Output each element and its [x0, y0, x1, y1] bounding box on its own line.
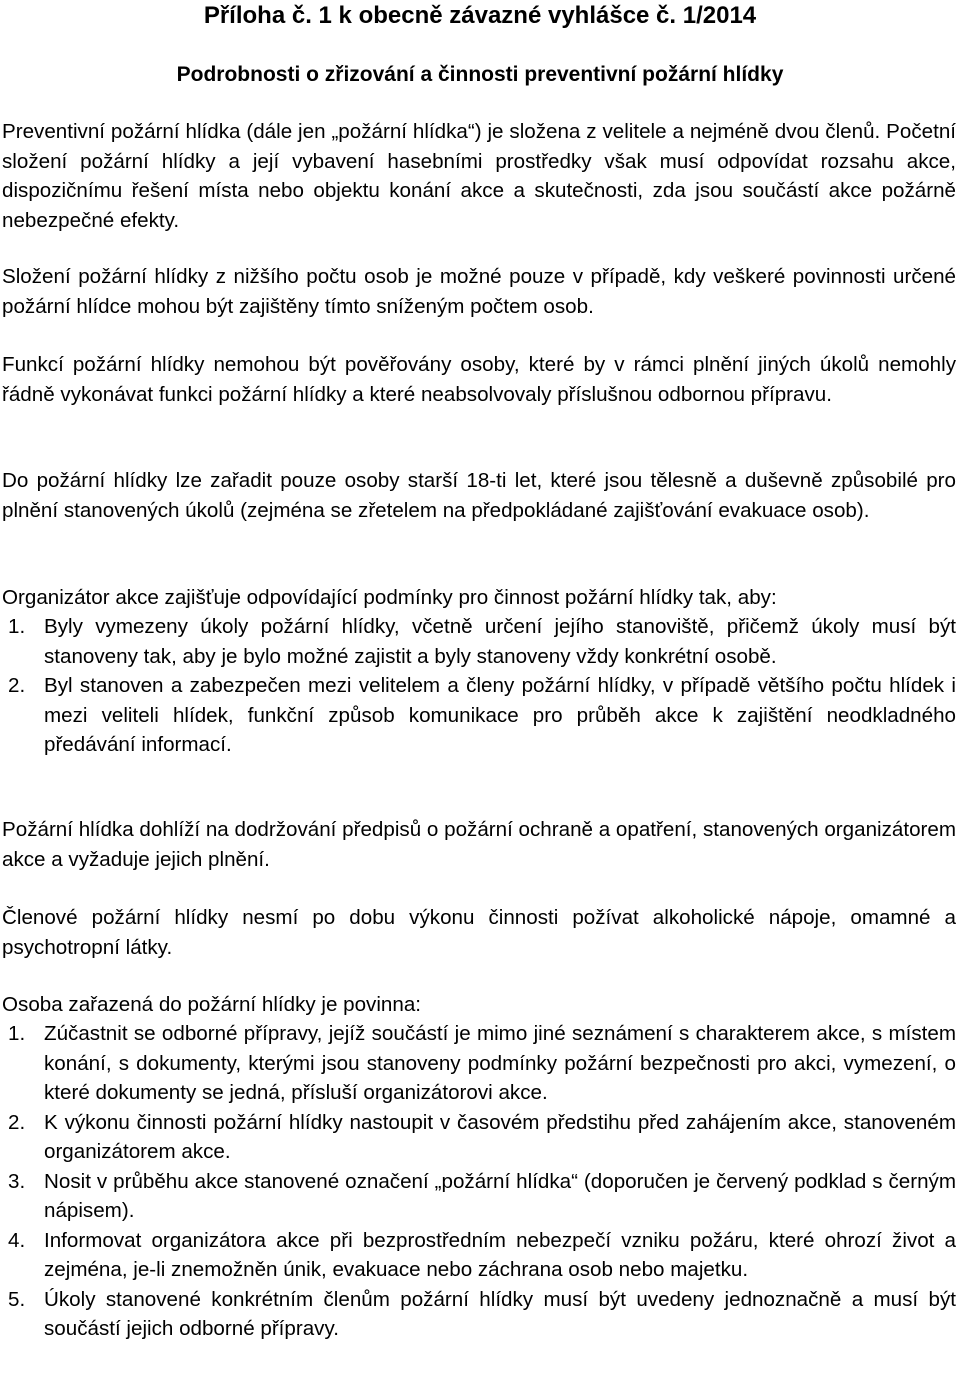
list-item-number: 1.: [8, 1022, 26, 1045]
list-item-number: 1.: [8, 615, 26, 638]
paragraph-composition: Preventivní požární hlídka (dále jen „požární hlídka“) je složena z velitele a nejméně dvou členů. Početní složení požární hlídky a její vybavení hasebními prostředky však musí odpovídat rozsahu akce, dispozičnímu řešení místa nebo objektu konání akce a skutečnosti, zda jsou součástí akce požárně nebezpečné efekty.: [2, 120, 956, 232]
document-title: Příloha č. 1 k obecně závazné vyhlášce č. 1/2014: [203, 2, 757, 29]
list-item-text: K výkonu činnosti požární hlídky nastoupit v časovém předstihu před zahájením akce, stanoveném organizátorem akce.: [44, 1110, 956, 1163]
list-item-number: 4.: [8, 1228, 26, 1252]
list-item-text: Byl stanoven a zabezpečen mezi velitelem a členy požární hlídky, v případě většího počtu hlídek i mezi veliteli hlídek, funkční způsob komunikace pro průběh akce k zajištění neodkladného předávání informací.: [44, 674, 956, 756]
list-item-number: 3.: [8, 1169, 26, 1193]
paragraph-exclusions: Funkcí požární hlídky nemohou být pověřovány osoby, které by v rámci plnění jiných úkolů nemohly řádně vykonávat funkci požární hlídky a které neabsolvovaly příslušnou odbornou přípravu.: [2, 353, 956, 406]
paragraph-prohibitions: Členové požární hlídky nesmí po dobu výkonu činnosti požívat alkoholické nápoje, omamné a psychotropní látky.: [2, 906, 956, 959]
list-item-text: Úkoly stanovené konkrétním členům požární hlídky musí být uvedeny jednoznačně a musí být součástí jejich odborné přípravy.: [44, 1287, 956, 1340]
list-item: [2, 671, 956, 760]
organizer-conditions-list: [2, 612, 956, 760]
list-item: [2, 1019, 956, 1108]
list-item: [2, 1167, 956, 1226]
list-item-text: Informovat organizátora akce při bezprostředním nebezpečí vzniku požáru, které ohrozí život a zejména, je-li znemožněn únik, evakuace nebo záchrana osob nebo majetku.: [44, 1228, 956, 1281]
list-item: [2, 1285, 956, 1344]
list-item: [2, 1226, 956, 1285]
list-item-text: Nosit v průběhu akce stanovené označení „požární hlídka“ (doporučen je červený podklad s černým nápisem).: [44, 1169, 956, 1222]
paragraph-supervision: Požární hlídka dohlíží na dodržování předpisů o požární ochraně a opatření, stanovených organizátorem akce a vyžaduje jejich plnění.: [2, 818, 956, 871]
paragraph-member-duties: Osoba zařazená do požární hlídky je povinna:: [2, 993, 422, 1016]
paragraph-organizer-duties: Organizátor akce zajišťuje odpovídající podmínky pro činnost požární hlídky tak, aby:: [2, 586, 777, 609]
list-item: [2, 612, 956, 671]
list-item-number: 5.: [8, 1287, 26, 1311]
list-item-text: Byly vymezeny úkoly požární hlídky, včetně určení jejího stanoviště, přičemž úkoly musí být stanoveny tak, aby je bylo možné zajistit a byly stanoveny vždy konkrétní osobě.: [44, 615, 956, 668]
member-duties-list: [2, 1019, 956, 1344]
paragraph-reduced-composition: Složení požární hlídky z nižšího počtu osob je možné pouze v případě, kdy veškeré povinnosti určené požární hlídce mohou být zajištěny tímto sníženým počtem osob.: [2, 265, 956, 318]
list-item-number: 2.: [8, 1110, 26, 1134]
paragraph-eligibility: Do požární hlídky lze zařadit pouze osoby starší 18-ti let, které jsou tělesně a duševně způsobilé pro plnění stanovených úkolů (zejména se zřetelem na předpokládané zajišťování evakuace osob).: [2, 469, 956, 522]
list-item-text: Zúčastnit se odborné přípravy, jejíž součástí je mimo jiné seznámení s charakterem akce, s místem konání, s dokumenty, kterými jsou stanoveny podmínky požární bezpečnosti pro akci, vymezení, o které dokumenty se jedná, přísluší organizátorovi akce.: [44, 1022, 956, 1104]
list-item-number: 2.: [8, 674, 26, 697]
list-item: [2, 1108, 956, 1167]
document-subtitle: Podrobnosti o zřizování a činnosti preventivní požární hlídky: [176, 63, 784, 86]
